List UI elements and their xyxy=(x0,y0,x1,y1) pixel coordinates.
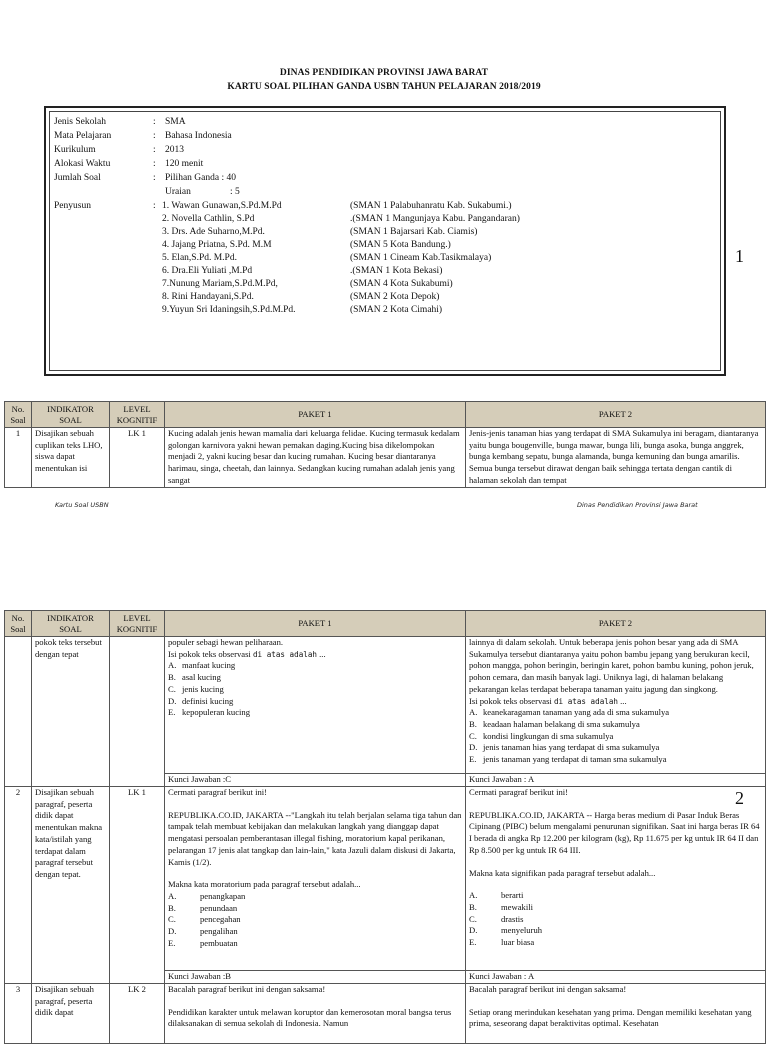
header-line1: DINAS PENDIDIKAN PROVINSI JAWA BARAT xyxy=(279,68,489,78)
option: C. jenis kucing xyxy=(168,683,224,694)
col-header-no: No. Soal xyxy=(5,611,32,637)
author-name: 4. Jajang Priatna, S.Pd. M.M xyxy=(162,240,272,250)
row-paket1: Cermati paragraf berikut ini! REPUBLIKA.CO.ID, JAKARTA --"Langkah itu telah berjalan selama tiga tahun dan tampak telah membuat kebijakan dan melakukan langkah yang dianggap dapat mengatasi persoalan pemberantasan illegal fishing, moratorium kapal perikanan, pelarangan 17 jenis alat tangkap dan lain-lain," kata Jazuli dalam diskusi di Jakarta, Kamis (1/2). Makna kata moratorium pada paragraf tersebut adalah... A. penangkapan B. penundaan C. pencegahan D. pengalihan E. pembuatan Kunci Jawaban :B xyxy=(165,787,466,984)
author-name: 9.Yuyun Sri Idaningsih,S.Pd.M.Pd. xyxy=(162,305,296,315)
row-level: LK 1 xyxy=(110,787,165,984)
row-indikator: pokok teks tersebut dengan tepat xyxy=(32,637,110,787)
info-box: Jenis Sekolah : SMA Mata Pelajaran : Bahasa Indonesia Kurikulum : 2013 Alokasi Waktu : 120 menit Jumlah Soal : Pilihan Ganda : 40 Uraian : 5 Penyusun : 1. Wawan Gunawan,S.Pd.M.Pd (SMAN 1 Palabuhanratu Kab. Sukabumi.) 2. Novella Cathlin, S.Pd .(SMAN 1 Mangunjaya Kabu. Pangandaran) 3. Drs. Ade Suharno,M.Pd. (SMAN 1 Bajarsari Kab. Ciamis) 4. Jajang Priatna, S.Pd. M.M (SMAN 5 Kota Bandung.) 5. Elan,S.Pd. M.Pd. (SMAN 1 Cineam Kab.Tasikmalaya) 6. Dra.Eli Yuliati ,M.Pd .(SMAN 1 Kota Bekasi) 7.Nunung Mariam,S.Pd.M.Pd, (SMAN 4 Kota Sukabumi) 8. Rini Handayani,S.Pd. (SMAN 2 Kota Depok) 9.Yuyun Sri Idaningsih,S.Pd.M.Pd. (SMAN 2 Kota Cimahi) xyxy=(44,106,726,376)
answer-key: Kunci Jawaban :C xyxy=(165,773,465,786)
option: D. definisi kucing xyxy=(168,695,234,706)
option: B. penundaan xyxy=(168,902,238,913)
value-jumlah-pg: Pilihan Ganda : 40 xyxy=(165,173,236,183)
option: E. jenis tanaman yang terdapat di taman sma sukamulya xyxy=(469,754,667,765)
author-school: (SMAN 1 Cineam Kab.Tasikmalaya) xyxy=(350,253,492,263)
col-header-level: LEVEL KOGNITIF xyxy=(110,402,165,428)
row-no: 2 xyxy=(5,787,32,984)
footer-right: Dinas Pendidikan Provinsi Jawa Barat xyxy=(577,501,698,509)
table-row xyxy=(5,637,766,787)
label-jumlah: Jumlah Soal xyxy=(54,173,101,183)
label-penyusun: Penyusun xyxy=(54,201,91,211)
answer-key: Kunci Jawaban : A xyxy=(466,970,765,983)
author-name: 6. Dra.Eli Yuliati ,M.Pd xyxy=(162,266,253,276)
option: C. kondisi lingkungan di sma sukamulya xyxy=(469,730,614,741)
col-header-paket1: PAKET 1 xyxy=(165,611,466,637)
row-paket1: Bacalah paragraf berikut ini dengan saksama! Pendidikan karakter untuk melawan koruptor dan kemerosotan moral bangsa terus dilaksanakan di semua sekolah di Indonesia. Namun xyxy=(165,984,466,1044)
author-school: .(SMAN 1 Kota Bekasi) xyxy=(350,266,443,276)
author-school: .(SMAN 1 Mangunjaya Kabu. Pangandaran) xyxy=(350,214,520,224)
table-row xyxy=(5,428,766,488)
row-indikator: Disajikan sebuah paragraf, peserta didik dapat menentukan makna kata/istilah yang terdapat dalam paragraf tersebut dengan tepat. xyxy=(32,787,110,984)
option: A. berarti xyxy=(469,890,524,901)
author-name: 3. Drs. Ade Suharno,M.Pd. xyxy=(162,227,265,237)
option: D. menyeluruh xyxy=(469,925,543,936)
value-mapel: Bahasa Indonesia xyxy=(165,131,232,141)
col-header-indikator: INDIKATOR SOAL xyxy=(32,611,110,637)
value-jumlah-uraian: Uraian xyxy=(165,187,191,197)
value-kurikulum: 2013 xyxy=(165,145,184,155)
author-school: (SMAN 2 Kota Depok) xyxy=(350,292,440,302)
col-header-paket2: PAKET 2 xyxy=(466,611,766,637)
row-level: LK 2 xyxy=(110,984,165,1044)
col-header-paket2: PAKET 2 xyxy=(466,402,766,428)
option: A. keanekaragaman tanaman yang ada di sma sukamulya xyxy=(469,707,670,718)
row-no: 3 xyxy=(5,984,32,1044)
author-school: (SMAN 1 Bajarsari Kab. Ciamis) xyxy=(350,227,478,237)
table-row xyxy=(5,787,766,984)
option: D. pengalihan xyxy=(168,926,238,937)
value-waktu: 120 menit xyxy=(165,159,204,169)
option: E. pembuatan xyxy=(168,937,238,948)
value-sekolah: SMA xyxy=(165,117,186,127)
option: C. drastis xyxy=(469,913,524,924)
label-kurikulum: Kurikulum xyxy=(54,145,96,155)
page-number-2: 2 xyxy=(735,788,744,808)
option: B. mewakili xyxy=(469,901,533,912)
col-header-indikator: INDIKATOR SOAL xyxy=(32,402,110,428)
option: A. manfaat kucing xyxy=(168,660,236,671)
row-paket1: Kucing adalah jenis hewan mamalia dari keluarga felidae. Kucing termasuk kedalam golongan karnivora yakni hewan pemakan daging.Kucing bisa dikelompokan menjadi 2, yakni kucing besar dan kucing rumahan. Kucing besar diantaranya harimau, singa, cheetah, dan lainnya. Sedangkan kucing rumahan adalah jenis yang sangat xyxy=(165,428,466,488)
row-paket2: Bacalah paragraf berikut ini dengan saksama! Setiap orang merindukan kesehatan yang prima. Dengan memiliki kesehatan yang prima, seseorang dapat beraktivitas optimal. Kesehatan xyxy=(466,984,766,1044)
option: E. kepopuleran kucing xyxy=(168,707,251,718)
author-name: 7.Nunung Mariam,S.Pd.M.Pd, xyxy=(162,279,278,289)
author-school: (SMAN 2 Kota Cimahi) xyxy=(350,305,443,315)
row-paket1: populer sebagi hewan peliharaan. Isi pokok teks observasi di atas adalah ... A. manfaat kucing B. asal kucing C. jenis kucing D. definisi kucing E. kepopuleran kucing Kunci Jawaban :C xyxy=(165,637,466,787)
row-indikator: Disajikan sebuah cuplikan teks LHO, siswa dapat menentukan isi xyxy=(32,428,110,488)
answer-key: Kunci Jawaban :B xyxy=(165,970,465,983)
header-line2: KARTU SOAL PILIHAN GANDA USBN TAHUN PELAJARAN 2018/2019 xyxy=(227,82,541,92)
author-name: 2. Novella Cathlin, S.Pd xyxy=(162,214,255,224)
label-waktu: Alokasi Waktu xyxy=(54,159,111,169)
option: B. asal kucing xyxy=(168,672,221,683)
author-name: 8. Rini Handayani,S.Pd. xyxy=(162,292,254,302)
answer-key: Kunci Jawaban : A xyxy=(466,773,765,786)
label-sekolah: Jenis Sekolah xyxy=(54,117,106,127)
row-no: 1 xyxy=(5,428,32,488)
author-name: 5. Elan,S.Pd. M.Pd. xyxy=(162,253,237,263)
author-name: 1. Wawan Gunawan,S.Pd.M.Pd xyxy=(162,201,282,211)
option: D. jenis tanaman hias yang terdapat di sma sukamulya xyxy=(469,742,660,753)
row-indikator: Disajikan sebuah paragraf, peserta didik dapat xyxy=(32,984,110,1044)
row-paket2: Jenis-jenis tanaman hias yang terdapat di SMA Sukamulya ini beragam, diantaranya yaitu bunga bougenville, bunga mawar, bunga lili, bunga asoka, bunga anggrek, bunga kembang sepatu, bunga alamanda, bunga kemuning dan bunga amarilis. Semua bunga tersebut dirawat dengan baik sehingga tertata dengan cantik di halaman sekolah dan tempat xyxy=(466,428,766,488)
question-table-page1 xyxy=(4,401,766,488)
footer-left: Kartu Soal USBN xyxy=(55,501,109,509)
option: E. luar biasa xyxy=(469,937,535,948)
option: B. keadaan halaman belakang di sma sukamulya xyxy=(469,718,640,729)
col-header-no: No. Soal xyxy=(5,402,32,428)
option: A. penangkapan xyxy=(168,890,246,901)
value-jumlah-uraian-num: : 5 xyxy=(230,187,240,197)
table-row xyxy=(5,984,766,1044)
author-school: (SMAN 4 Kota Sukabumi) xyxy=(350,279,453,289)
question-table-page2 xyxy=(4,610,766,1044)
row-level: LK 1 xyxy=(110,428,165,488)
author-school: (SMAN 1 Palabuhanratu Kab. Sukabumi.) xyxy=(350,201,512,211)
col-header-paket1: PAKET 1 xyxy=(165,402,466,428)
col-header-level: LEVEL KOGNITIF xyxy=(110,611,165,637)
row-paket2: Cermati paragraf berikut ini! REPUBLIKA.CO.ID, JAKARTA -- Harga beras medium di Pasar Induk Beras Cipinang (PIBC) belum mengalami penurunan signifikan. Saat ini harga beras IR 64 I berada di angka Rp 12.200 per kilogram (kg), Rp 11.675 per kg untuk IR 64 II dan Rp 8.500 per kg untuk IR 64 III. Makna kata signifikan pada paragraf tersebut adalah... A. berarti B. mewakili C. drastis D. menyeluruh E. luar biasa Kunci Jawaban : A xyxy=(466,787,766,984)
label-mapel: Mata Pelajaran xyxy=(54,131,112,141)
option: C. pencegahan xyxy=(168,914,241,925)
row-paket2: lainnya di dalam sekolah. Untuk beberapa jenis pohon besar yang ada di SMA Sukamulya tersebut diantaranya yaitu pohon bambu jepang yang berukuran kecil, pohon mangga, pohon beringin, beringin karet, pohon bambu kuning, pohon jeruk, pohon cemara, dan masih banyak lagi. Uniknya lagi, di halaman belakang pekarangan kelas terdapat beberapa tanaman yaitu jagung dan singkong. Isi pokok teks observasi di atas adalah ... A. keanekaragaman tanaman yang ada di sma sukamulya B. keadaan halaman belakang di sma sukamulya C. kondisi lingkungan di sma sukamulya D. jenis tanaman hias yang terdapat di sma sukamulya E. jenis tanaman yang terdapat di taman sma sukamulya Kunci Jawaban : A xyxy=(466,637,766,787)
author-school: (SMAN 5 Kota Bandung.) xyxy=(350,240,451,250)
page-number-1: 1 xyxy=(735,246,744,266)
